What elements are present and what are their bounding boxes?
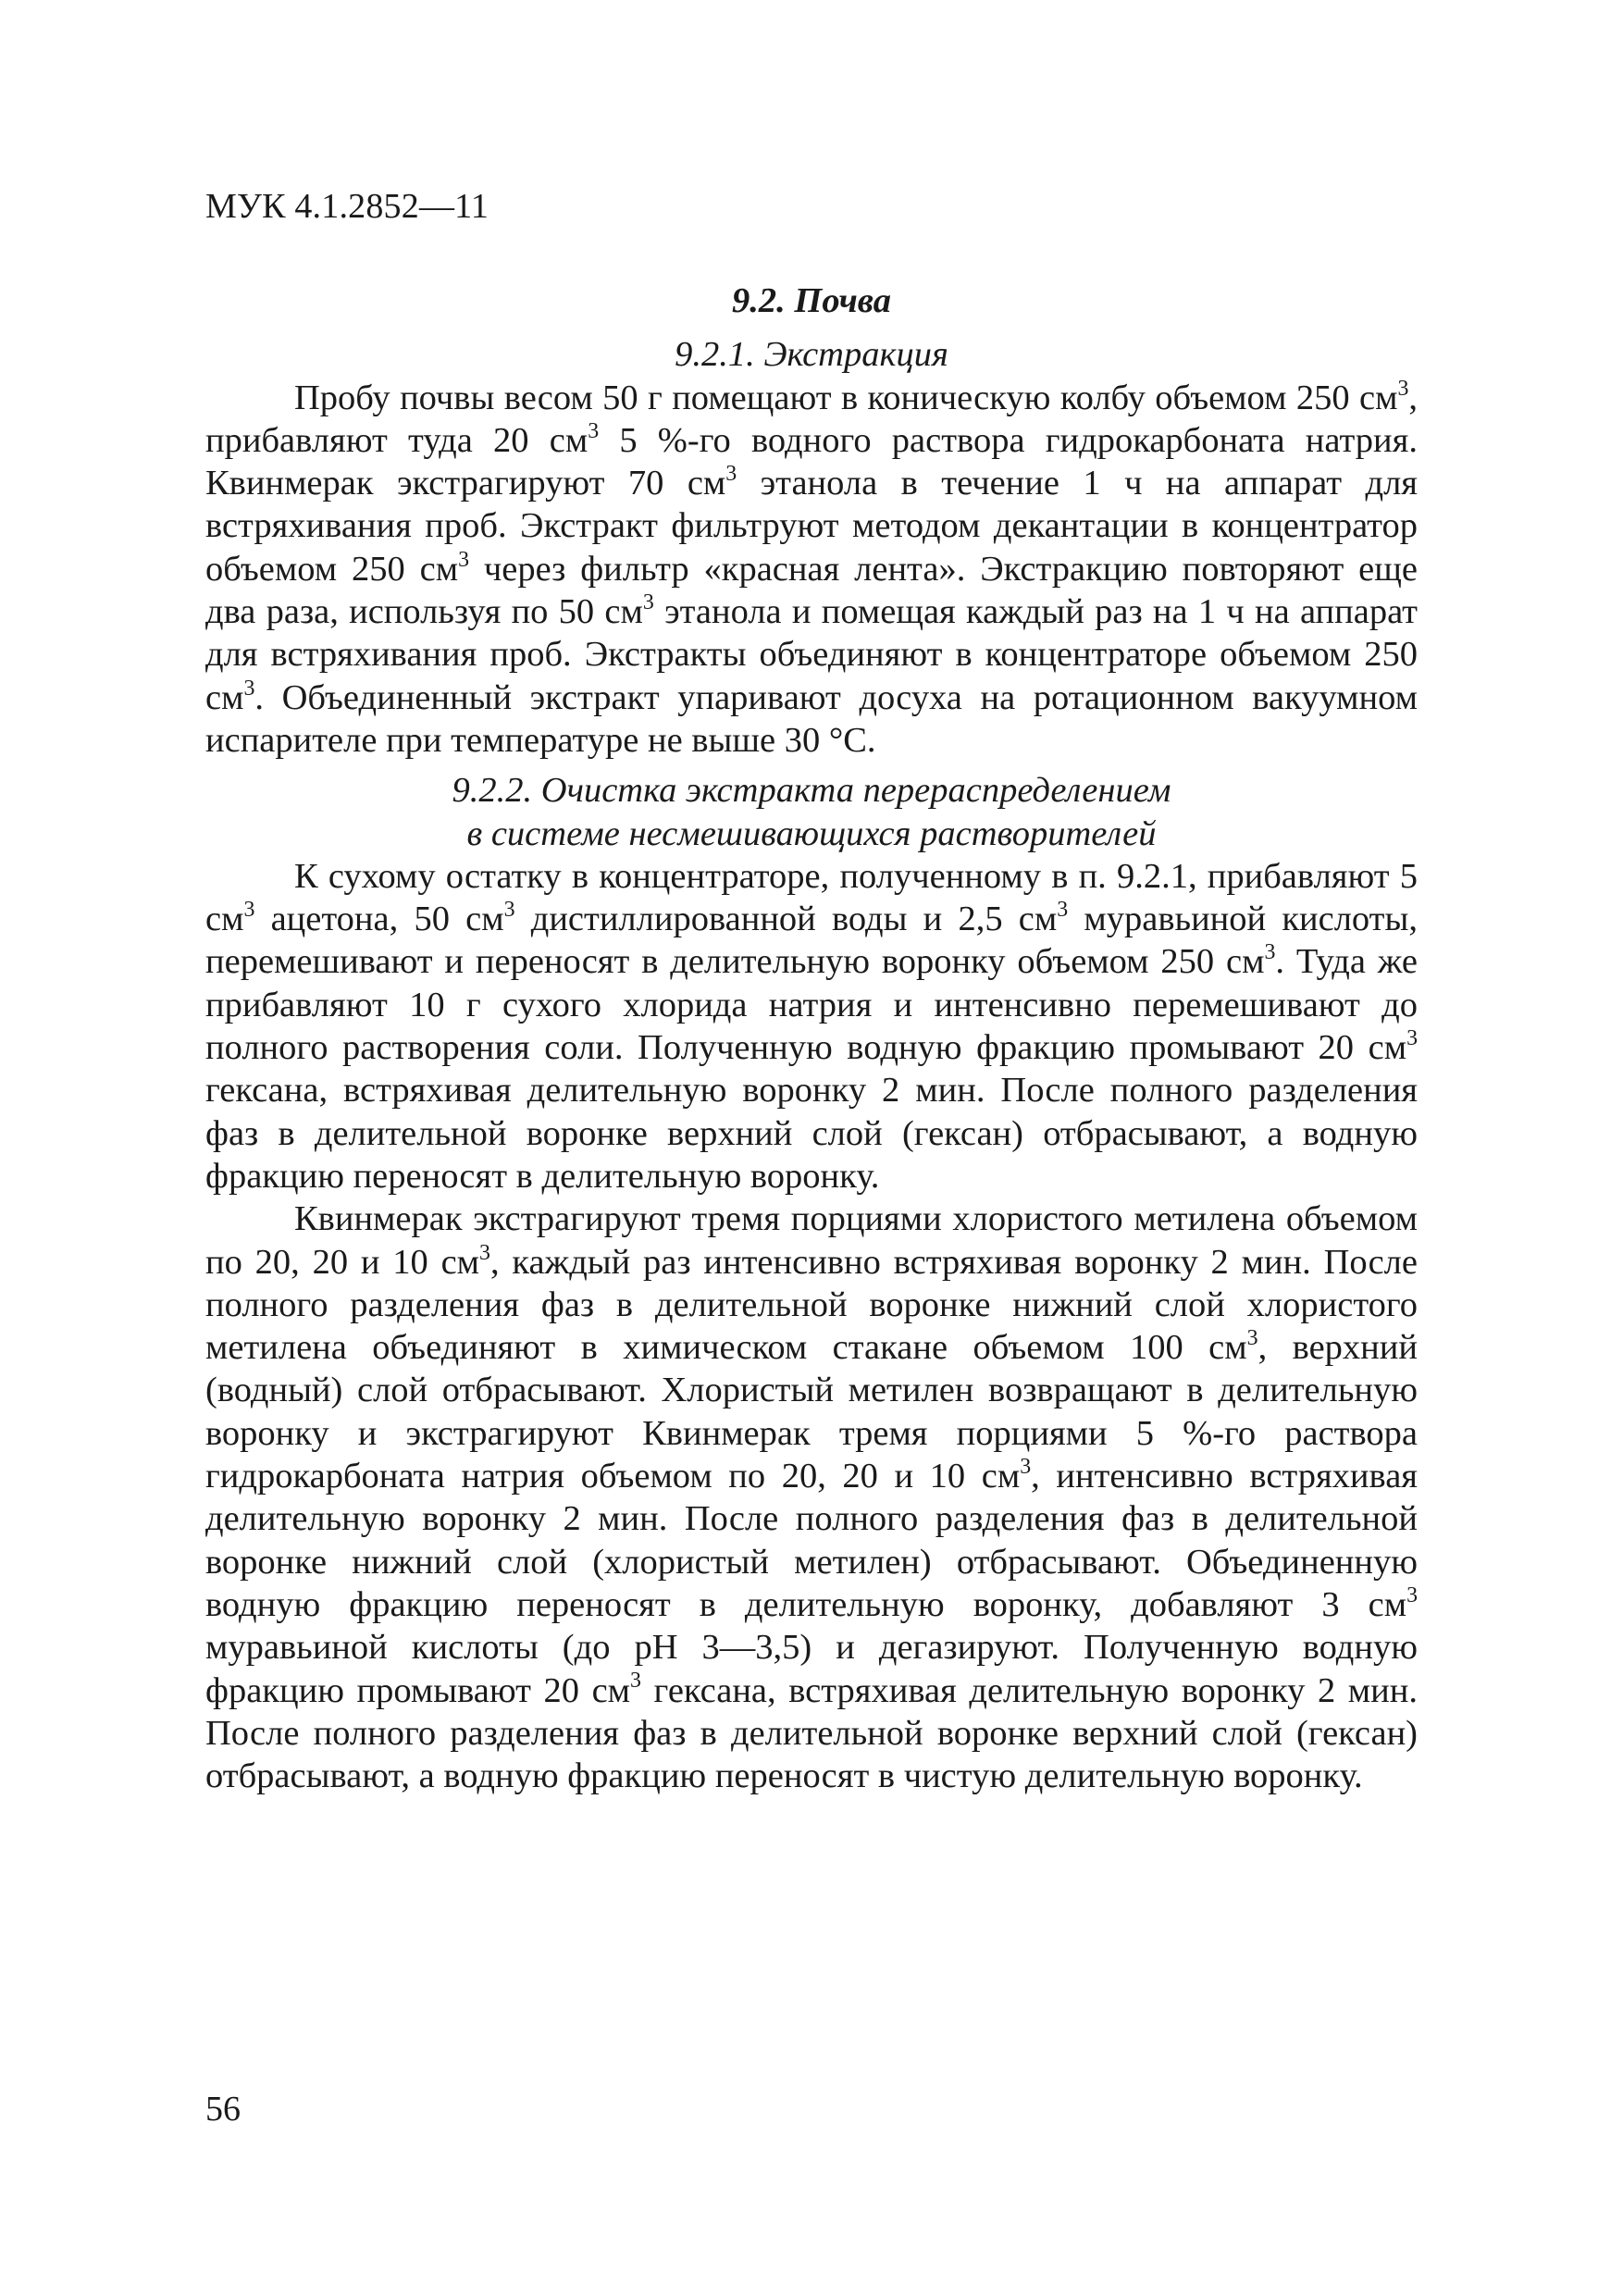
paragraph-cleanup-2 xyxy=(205,1198,1418,1797)
text-run: муравьиной кислоты (до pH 3—3,5) и дегазируют. Полученную водную фракцию промывают 20 см xyxy=(205,1628,1418,1710)
text-run: К сухому остатку в концентраторе, полученному в п. 9.2.1, прибавляют 5 см xyxy=(205,856,1418,939)
superscript: 3 xyxy=(458,547,470,572)
text-run: Квинмерак экстрагируют тремя порциями хлористого метилена объемом по 20, 20 и 10 см xyxy=(205,1199,1418,1282)
text-run: , каждый раз интенсивно встряхивая воронку 2 мин. После полного разделения фаз в делительной воронке нижний слой хлористого метилена объединяют в химическом стакане объемом 100 см xyxy=(205,1242,1418,1368)
superscript: 3 xyxy=(243,898,255,923)
superscript: 3 xyxy=(1020,1455,1032,1479)
subsection-title-extraction: 9.2.1. Экстракция xyxy=(675,335,948,375)
superscript: 3 xyxy=(1406,1582,1418,1607)
text-run: через фильтр «красная лента». Экстракцию повторяют еще два раза, используя по 50 см xyxy=(205,549,1418,632)
subsection-title-cleanup-line1: 9.2.2. Очистка экстракта перераспределением xyxy=(452,771,1171,811)
superscript: 3 xyxy=(503,898,515,923)
text-run: , интенсивно встряхивая делительную воронку 2 мин. После полного разделения фаз в делительной воронке нижний слой (хлористый метилен) отбрасывают. Объединенную водную фракцию переносят в делительную воронку, добавляют 3 см xyxy=(205,1457,1418,1624)
document-code-header: МУК 4.1.2852—11 xyxy=(205,187,489,226)
paragraph-cleanup-1 xyxy=(205,855,1418,1198)
text-run: , прибавляют туда 20 см xyxy=(205,378,1418,460)
superscript: 3 xyxy=(1406,1026,1418,1051)
text-run: гексана, встряхивая делительную воронку 2 мин. После полного разделения фаз в делительной воронке верхний слой (гексан) отбрасывают, а водную фракцию переносят в чистую делительную воронку. xyxy=(205,1670,1418,1796)
superscript: 3 xyxy=(630,1669,641,1694)
text-run: , верхний (водный) слой отбрасывают. Хлористый метилен возвращают в делительную воронку и экстрагируют Квинмерак тремя порциями 5 %-го раствора гидрокарбоната натрия объемом по 20, 20 и 10 см xyxy=(205,1328,1418,1496)
subsection-title-cleanup-line2: в системе несмешивающихся растворителей xyxy=(466,813,1157,853)
text-run: этанола и помещая каждый раз на 1 ч на аппарат для встряхивания проб. Экстракты объединяют в концентраторе объемом 250 см xyxy=(205,592,1418,717)
text-run: . Объединенный экстракт упаривают досуха на ротационном вакуумном испарителе при температуре не выше 30 °С. xyxy=(205,677,1418,760)
text-run: муравьиной кислоты, перемешивают и переносят в делительную воронку объемом 250 см xyxy=(205,900,1418,982)
text-run: Пробу почвы весом 50 г помещают в коническую колбу объемом 250 см xyxy=(294,378,1398,417)
superscript: 3 xyxy=(1246,1326,1258,1351)
page-number: 56 xyxy=(205,2090,241,2128)
superscript: 3 xyxy=(1264,940,1276,965)
superscript: 3 xyxy=(1397,376,1409,401)
superscript: 3 xyxy=(588,418,600,443)
superscript: 3 xyxy=(642,590,654,615)
superscript: 3 xyxy=(725,462,737,487)
superscript: 3 xyxy=(243,676,255,701)
document-body xyxy=(205,279,1418,1797)
text-run: дистиллированной воды и 2,5 см xyxy=(514,900,1058,939)
paragraph-extraction xyxy=(205,377,1418,763)
text-run: гексана, встряхивая делительную воронку 2 мин. После полного разделения фаз в делительной воронке верхний слой (гексан) отбрасывают, а водную фракцию переносят в делительную воронку. xyxy=(205,1071,1418,1196)
superscript: 3 xyxy=(479,1240,490,1265)
section-title: 9.2. Почва xyxy=(732,281,891,320)
text-run: 5 %-го водного раствора гидрокарбоната натрия. Квинмерак экстрагируют 70 см xyxy=(205,420,1418,503)
superscript: 3 xyxy=(1057,898,1069,923)
text-run: ацетона, 50 см xyxy=(254,900,504,939)
text-run: этанола в течение 1 ч на аппарат для встряхивания проб. Экстракт фильтруют методом декантации в концентратор объемом 250 см xyxy=(205,464,1418,589)
text-run: . Туда же прибавляют 10 г сухого хлорида натрия и интенсивно перемешивают до полного растворения соли. Полученную водную фракцию промывают 20 см xyxy=(205,942,1418,1068)
